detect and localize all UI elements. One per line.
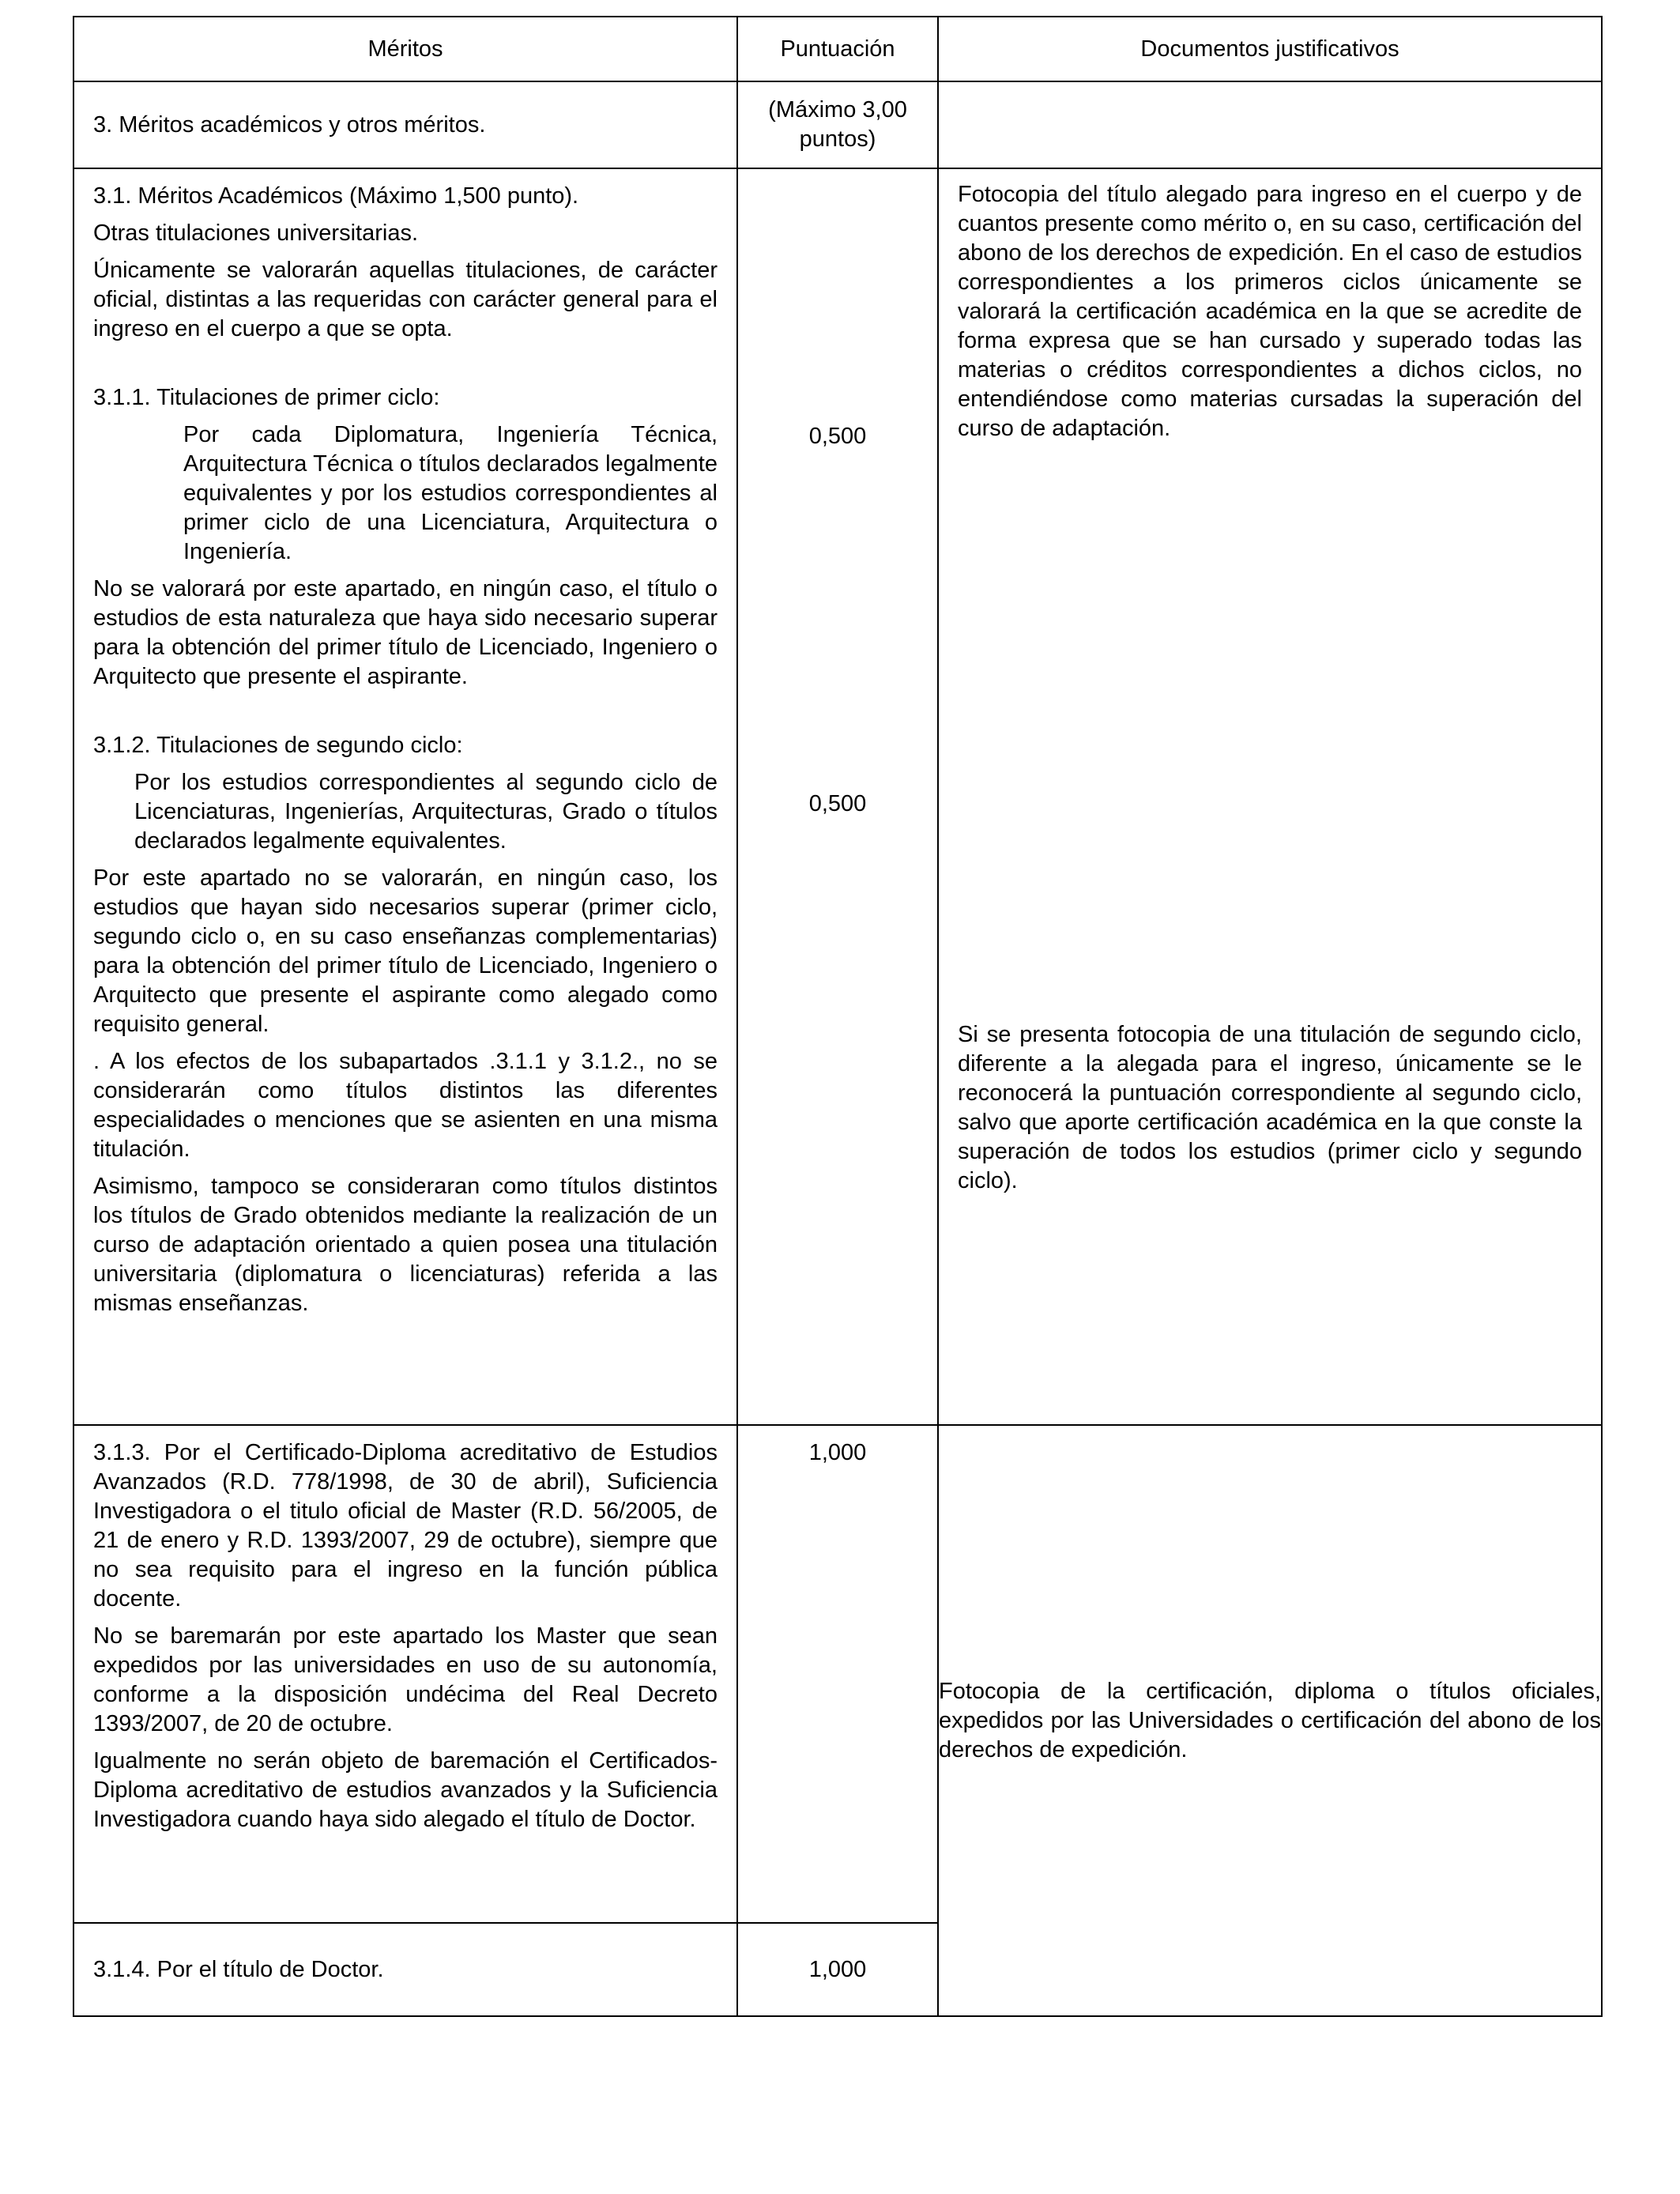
table-header-row (73, 17, 1602, 81)
merits-table (73, 16, 1603, 2017)
section-3-1-merits-cell (73, 168, 737, 1425)
section-3-1-score-cell (737, 168, 938, 1425)
score-3-1-2: 0,500 (808, 791, 867, 816)
document-page (73, 16, 1601, 2017)
section-3-1-3-text: 3.1.3. Por el Certificado-Diploma acreditativo de Estudios Avanzados (R.D. 778/1998, de 30 de abril), Suficiencia Investigadora o el titulo oficial de Master (R.D. 56/2005, de 21 de enero y R.D. 1393/2007, 29 de octubre), siempre que no sea requisito para el ingreso en la función pública docente. (93, 1440, 718, 1612)
section-3-1-3-docs-cell (938, 1425, 1602, 2016)
section-3-1-4-text: 3.1.4. Por el título de Doctor. (73, 1923, 737, 2016)
section-3-1-3-score-cell (737, 1425, 938, 1923)
section-3-1-title: 3.1. Méritos Académicos (Máximo 1,500 punto). (93, 183, 579, 209)
section-3-1-1-title: 3.1.1. Titulaciones de primer ciclo: (93, 385, 440, 410)
section-3-title: 3. Méritos académicos y otros méritos. (73, 81, 737, 168)
header-documentos: Documentos justificativos (938, 17, 1602, 81)
section-3-1-2-title: 3.1.2. Titulaciones de segundo ciclo: (93, 733, 463, 758)
docs-3-1-text: Fotocopia del título alegado para ingreso en el cuerpo y de cuantos presente como mérito o, en su caso, certificación del abono de los derechos de expedición. En el caso de estudios correspondientes a los primeros ciclos únicamente se valorará la certificación académica en la que se acredite de forma expresa que se han cursado y superado todas las materias o créditos correspondientes a dichos ciclos, no entendiéndose como materias cursadas la superación del curso de adaptación. (958, 182, 1582, 441)
asimismo-paragraph: Asimismo, tampoco se consideraran como títulos distintos los títulos de Grado obtenidos mediante la realización de un curso de adaptación orientado a quien posea una titulación universitaria (diplomatura o licenciaturas) referida a las mismas enseñanzas. (93, 1174, 718, 1316)
unicamente-paragraph: Únicamente se valorarán aquellas titulaciones, de carácter oficial, distintas a las requeridas con carácter general para el ingreso en el cuerpo a que se opta. (93, 258, 718, 341)
section-3-1-1-note: No se valorará por este apartado, en ningún caso, el título o estudios de esta naturaleza que haya sido necesario superar para la obtención del primer título de Licenciado, Ingeniero o Arquitecto que presente el aspirante. (93, 576, 718, 689)
section-3-max-line2: puntos) (799, 126, 876, 152)
docs-3-1-2-text: Si se presenta fotocopia de una titulación de segundo ciclo, diferente a la alegada para el ingreso, únicamente se le reconocerá la puntuación correspondiente al segundo ciclo, salvo que aporte certificación académica en la que conste la superación de todos los estudios (primer ciclo y segundo ciclo). (958, 1022, 1582, 1193)
igualmente-paragraph: Igualmente no serán objeto de baremación el Certificados-Diploma acreditativo de estudios avanzados y la Suficiencia Investigadora cuando haya sido alegado el título de Doctor. (93, 1748, 718, 1832)
section-3-docs-empty (938, 81, 1602, 168)
section-3-1-docs-cell (938, 168, 1602, 1425)
section-3-max (737, 81, 938, 168)
otras-titulaciones: Otras titulaciones universitarias. (93, 221, 418, 246)
score-3-1-3: 1,000 (808, 1440, 867, 1465)
section-3-1-3-merits-cell (73, 1425, 737, 1923)
section-3-1-2-note: Por este apartado no se valorarán, en ningún caso, los estudios que hayan sido necesarios superar (primer ciclo, segundo ciclo o, en su caso enseñanzas complementarias) para la obtención del primer título de Licenciado, Ingeniero o Arquitecto que presente el aspirante como alegado como requisito general. (93, 865, 718, 1037)
section-3-1-2-text: Por los estudios correspondientes al segundo ciclo de Licenciaturas, Ingenierías, Arquitecturas, Grado o títulos declarados legalmente equivalentes. (134, 770, 718, 854)
section-3-max-line1: (Máximo 3,00 (768, 97, 907, 123)
section-3-1-3-row (73, 1425, 1602, 1923)
score-3-1-1: 0,500 (808, 424, 867, 449)
master-paragraph: No se baremarán por este apartado los Master que sean expedidos por las universidades en uso de su autonomía, conforme a la disposición undécima del Real Decreto 1393/2007, de 20 de octubre. (93, 1623, 718, 1736)
section-3-1-row (73, 168, 1602, 1425)
docs-3-1-3-text: Fotocopia de la certificación, diploma o títulos oficiales, expedidos por las Universidades o certificación del abono de los derechos de expedición. (939, 1678, 1601, 1762)
section-3-1-1-text: Por cada Diplomatura, Ingeniería Técnica, Arquitectura Técnica o títulos declarados legalmente equivalentes y por los estudios correspondientes al primer ciclo de una Licenciatura, Arquitectura o Ingeniería. (183, 422, 718, 564)
score-3-1-4: 1,000 (737, 1923, 938, 2016)
section-3-row (73, 81, 1602, 168)
efectos-paragraph: . A los efectos de los subapartados .3.1.1 y 3.1.2., no se considerarán como títulos distintos las diferentes especialidades o menciones que se asienten en una misma titulación. (93, 1049, 718, 1162)
header-meritos: Méritos (73, 17, 737, 81)
header-puntuacion: Puntuación (737, 17, 938, 81)
